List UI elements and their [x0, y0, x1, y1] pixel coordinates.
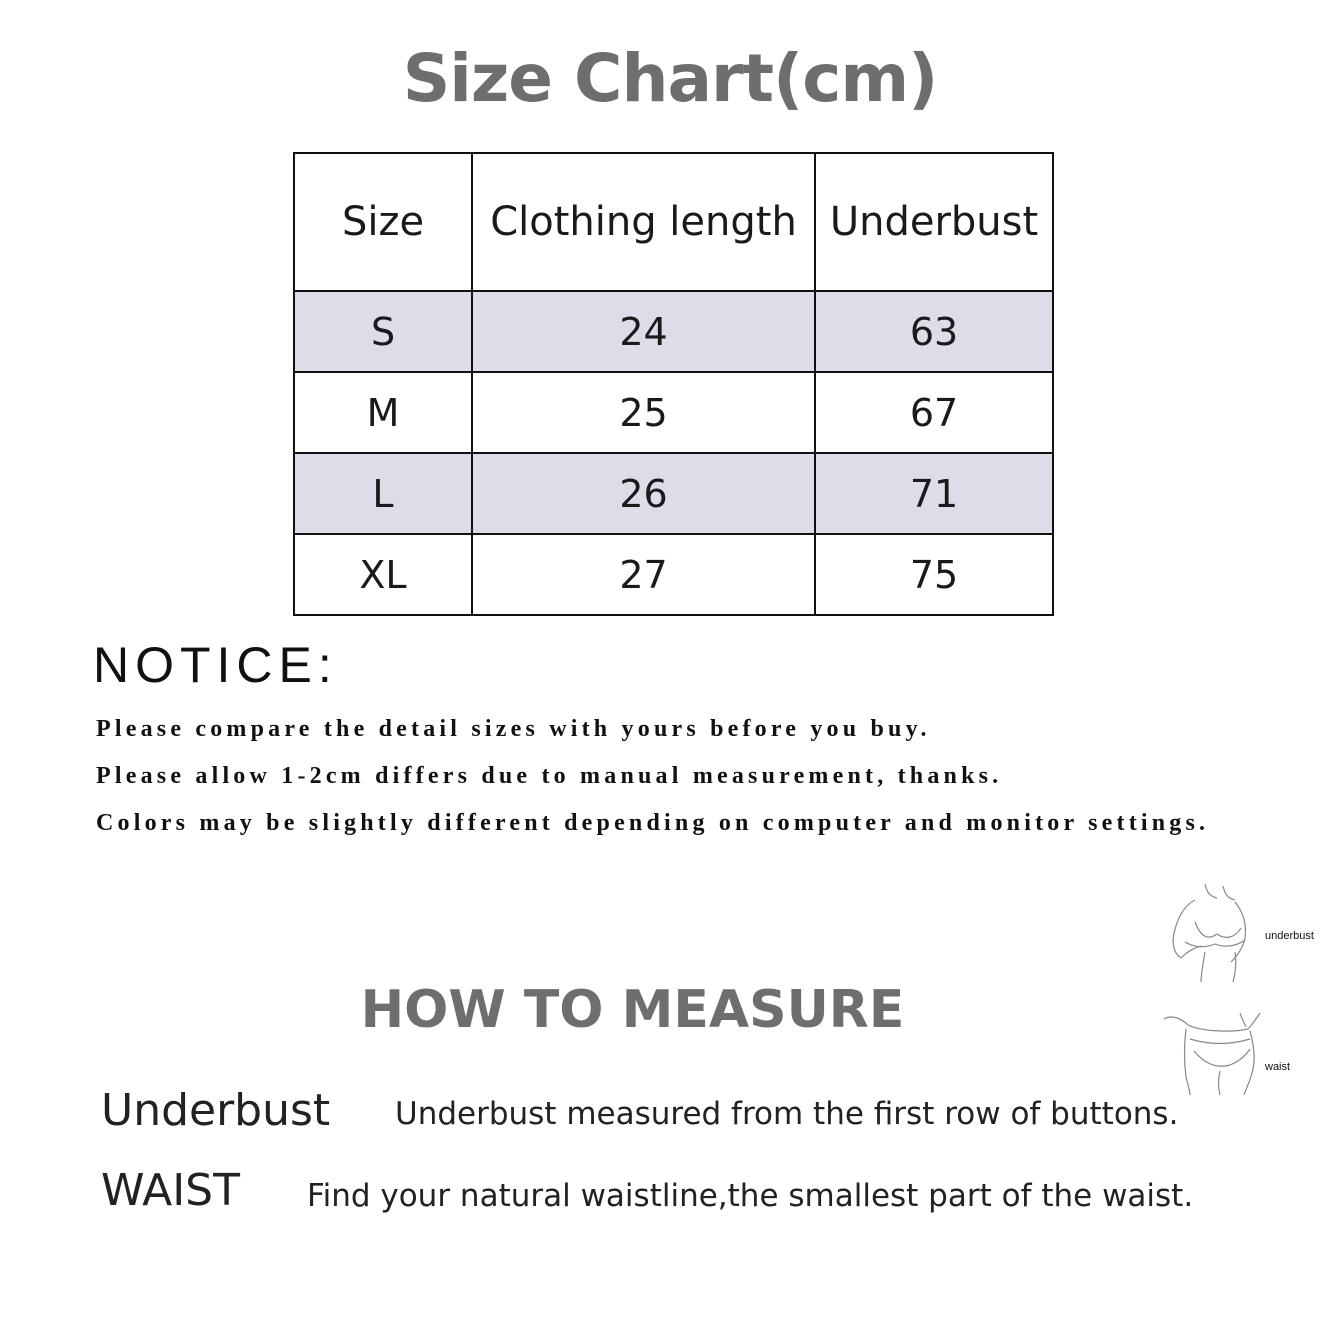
cell-size: M [294, 372, 472, 453]
table-header-row [294, 153, 1053, 291]
size-table [293, 152, 1054, 616]
cell-clothing-length: 26 [472, 453, 815, 534]
description-underbust: Underbust measured from the first row of buttons. [395, 1096, 1179, 1132]
term-waist: WAIST [101, 1165, 240, 1216]
how-to-measure-heading: HOW TO MEASURE [360, 980, 905, 1040]
description-waist: Find your natural waistline,the smallest part of the waist. [307, 1178, 1194, 1214]
cell-clothing-length: 25 [472, 372, 815, 453]
cell-underbust: 67 [815, 372, 1053, 453]
notice-heading: NOTICE: [93, 637, 338, 693]
header-clothing-length: Clothing length [472, 153, 815, 291]
cell-size: L [294, 453, 472, 534]
notice-line-2: Please allow 1-2cm differs due to manual measurement, thanks. [96, 763, 1003, 789]
cell-underbust: 63 [815, 291, 1053, 372]
cell-underbust: 71 [815, 453, 1053, 534]
size-chart-title: Size Chart(cm) [402, 40, 938, 117]
underbust-label: underbust [1265, 930, 1314, 942]
notice-line-3: Colors may be slightly different depending on computer and monitor settings. [96, 810, 1210, 836]
cell-underbust: 75 [815, 534, 1053, 615]
cell-size: XL [294, 534, 472, 615]
header-underbust: Underbust [815, 153, 1053, 291]
term-underbust: Underbust [101, 1085, 331, 1136]
table-row [294, 534, 1053, 615]
notice-line-1: Please compare the detail sizes with yours before you buy. [96, 716, 931, 742]
cell-clothing-length: 27 [472, 534, 815, 615]
waist-label: waist [1265, 1061, 1291, 1073]
underbust-figure-icon [1165, 882, 1265, 984]
table-row [294, 291, 1053, 372]
table-row [294, 372, 1053, 453]
cell-size: S [294, 291, 472, 372]
cell-clothing-length: 24 [472, 291, 815, 372]
header-size: Size [294, 153, 472, 291]
table-row [294, 453, 1053, 534]
